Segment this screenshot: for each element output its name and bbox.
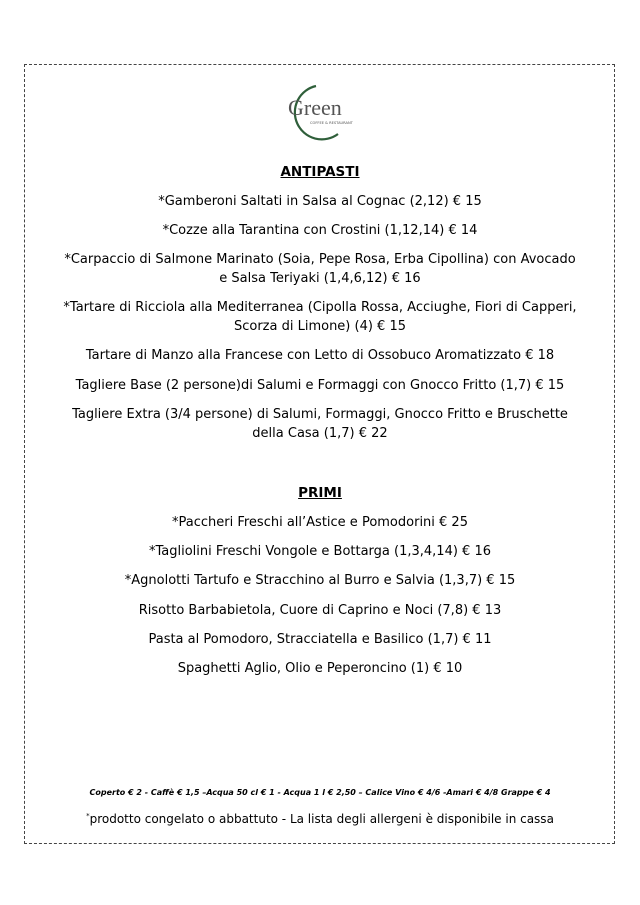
note-mark: *	[86, 812, 90, 820]
antipasti-item-4: *Tartare di Ricciola alla Mediterranea (Cipolla Rossa, Acciughe, Fiori di Capperi, Scorza di Limone) (4) € 15	[63, 300, 577, 334]
footer-note	[0, 812, 640, 826]
primi-item-1: *Paccheri Freschi all’Astice e Pomodorini € 25	[172, 515, 468, 530]
logo-subtext: COFFEE & RESTAURANT	[310, 121, 353, 125]
primi-item-4: Risotto Barbabietola, Cuore di Caprino e Noci (7,8) € 13	[138, 603, 502, 618]
antipasti-item-1: *Gamberoni Saltati in Salsa al Cognac (2,12) € 15	[158, 194, 482, 209]
antipasti-item-7: Tagliere Extra (3/4 persone) di Salumi, Formaggi, Gnocco Fritto e Bruschette della Casa (1,7) € 22	[72, 407, 568, 441]
primi-title: PRIMI	[298, 485, 342, 501]
antipasti-title: ANTIPASTI	[280, 164, 360, 180]
green-logo	[280, 82, 368, 144]
footer-prices: Coperto € 2 - Caffè € 1,5 –Acqua 50 cl € 1 - Acqua 1 l € 2,50 – Calice Vino € 4/6 -Amari € 4/8 Grappe € 4	[89, 788, 551, 797]
logo-text: Green	[288, 95, 342, 120]
primi-item-2: *Tagliolini Freschi Vongole e Bottarga (1,3,4,14) € 16	[148, 544, 491, 559]
primi-item-3: *Agnolotti Tartufo e Stracchino al Burro e Salvia (1,3,7) € 15	[124, 573, 516, 588]
menu-border	[24, 64, 615, 844]
note-text: prodotto congelato o abbattuto - La lista degli allergeni è disponibile in cassa	[89, 812, 554, 826]
antipasti-item-6: Tagliere Base (2 persone)di Salumi e Formaggi con Gnocco Fritto (1,7) € 15	[75, 378, 565, 393]
antipasti-item-5: Tartare di Manzo alla Francese con Letto di Ossobuco Aromatizzato € 18	[85, 348, 555, 363]
primi-item-6: Spaghetti Aglio, Olio e Peperoncino (1) € 10	[177, 661, 463, 676]
primi-item-5: Pasta al Pomodoro, Stracciatella e Basilico (1,7) € 11	[148, 632, 492, 647]
antipasti-item-3: *Carpaccio di Salmone Marinato (Soia, Pepe Rosa, Erba Cipollina) con Avocado e Salsa Teriyaki (1,4,6,12) € 16	[64, 252, 576, 286]
antipasti-item-2: *Cozze alla Tarantina con Crostini (1,12,14) € 14	[162, 223, 478, 238]
